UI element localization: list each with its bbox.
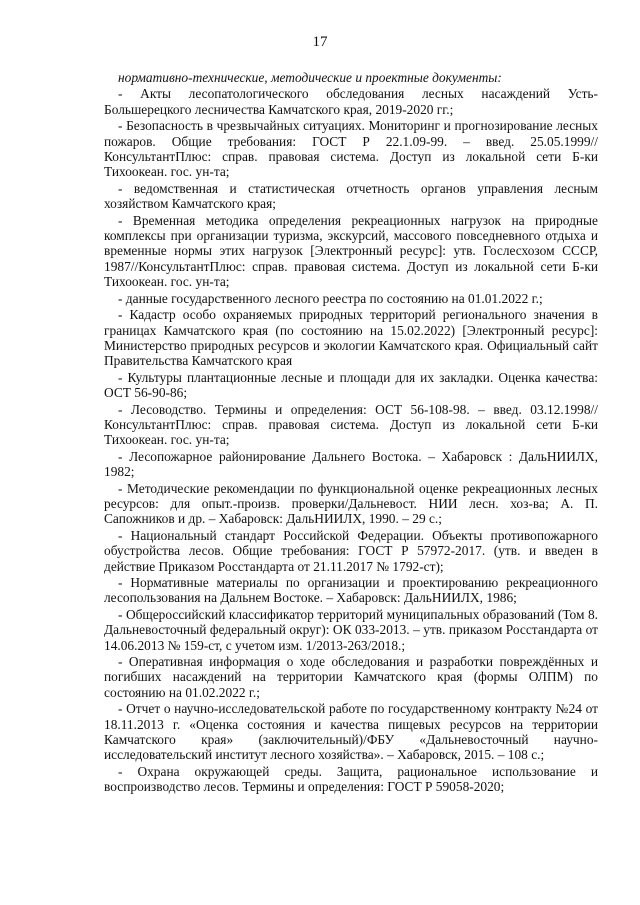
reference-item-lesnoy-reestr: - данные государственного лесного реестра по состоянию на 01.01.2022 г.; — [118, 290, 543, 306]
reference-item-vedomstvennaya: - ведомственная и статистическая отчетность органов управления лесным хозяйством Камчатского края; — [104, 180, 598, 212]
reference-item-normativnye-materialy: - Нормативные материалы по организации и проектированию рекреационного лесопользования на Дальнем Востоке. – Хабаровск: ДальНИИЛХ, 1986; — [104, 575, 598, 606]
reference-item-operativnaya-informatsiya: - Оперативная информация о ходе обследования и разработки повреждённых и погибших насаждений на территории Камчатского края (формы ОЛПМ) по состоянию на 01.02.2022 г.; — [104, 654, 598, 700]
reference-item-lesopozharnoe-rayonirovanie: - Лесопожарное районирование Дальнего Востока. – Хабаровск : ДальНИИЛХ, 1982; — [104, 448, 598, 480]
page-number: 17 — [312, 34, 328, 50]
reference-item-kadastr-oopt: - Кадастр особо охраняемых природных территорий регионального значения в границах Камчатского края (по состоянию на 15.02.2022) [Электронный ресурс]: Министерство природных ресурсов и экологии Камчатского края. Официальный сайт Правительства Камчатского края — [104, 307, 598, 369]
reference-item-okhrana-sredy: - Охрана окружающей среды. Защита, рациональное использование и воспроизводство лесов. Термины и определения: ГОСТ Р 59058-2020; — [104, 763, 598, 795]
document-body — [104, 70, 598, 796]
reference-item-metodicheskie-rekomendatsii: - Методические рекомендации по функциональной оценке рекреационных лесных ресурсов: для опыт.-произв. проверки/Дальневост. НИИ лесн. хоз-ва; А. П. Сапожников и др. – Хабаровск: ДальНИИЛХ, 1990. – 29 с.; — [104, 480, 598, 527]
reference-item-bezopasnost: - Безопасность в чрезвычайных ситуациях. Мониторинг и прогнозирование лесных пожаров. Общие требования: ГОСТ Р 22.1.09-99. – введ. 25.05.1999// КонсультантПлюс: справ. правовая система. Доступ из локальной сети Б-ки Тихоокеан. гос. ун-та; — [104, 118, 598, 180]
reference-item-kultury-plantatsionnye: - Культуры плантационные лесные и площади для их закладки. Оценка качества: ОСТ 56-90-86; — [104, 369, 598, 401]
reference-item-akty: - Акты лесопатологического обследования лесных насаждений Усть-Большерецкого лесничества Камчатского края, 2019-2020 гг.; — [104, 86, 598, 117]
reference-item-vremennaya-metodika: - Временная методика определения рекреационных нагрузок на природные комплексы при организации туризма, экскурсий, массового повседневного отдыха и временные нормы этих нагрузок [Электронный ресурс]: утв. Гослесхозом СССР, 1987//КонсультантПлюс: справ. правовая система. Доступ из локальной сети Б-ки Тихоокеан. гос. ун-та; — [104, 212, 598, 290]
reference-item-lesovodstvo: - Лесоводство. Термины и определения: ОСТ 56-108-98. – введ. 03.12.1998// КонсультантПлюс: справ. правовая система. Доступ из локальной сети Б-ки Тихоокеан. гос. ун-та; — [104, 401, 598, 448]
reference-item-natsionalny-standart: - Национальный стандарт Российской Федерации. Объекты противопожарного обустройства лесов. Общие требования: ГОСТ Р 57972-2017. (утв. и введен в действие Приказом Росстандарта от 21.11.2017 № 1792-ст); — [104, 527, 598, 574]
reference-item-klassifikator: - Общероссийский классификатор территорий муниципальных образований (Том 8. Дальневосточный федеральный округ): ОК 033-2013. – утв. приказом Росстандарта от 14.06.2013 № 159-ст, с учетом изм. 1/2013-263/2018.; — [104, 606, 598, 653]
section-subheading: нормативно-технические, методические и проектные документы: — [118, 70, 502, 85]
reference-item-otchet: - Отчет о научно-исследовательской работе по государственному контракту №24 от 18.11.2013 г. «Оценка состояния и качества пищевых ресурсов на территории Камчатского края» (заключительный)/ФБУ «Дальневосточный научно-исследовательский институт лесного хозяйства». – Хабаровск, 2015. – 108 с.; — [104, 701, 598, 763]
